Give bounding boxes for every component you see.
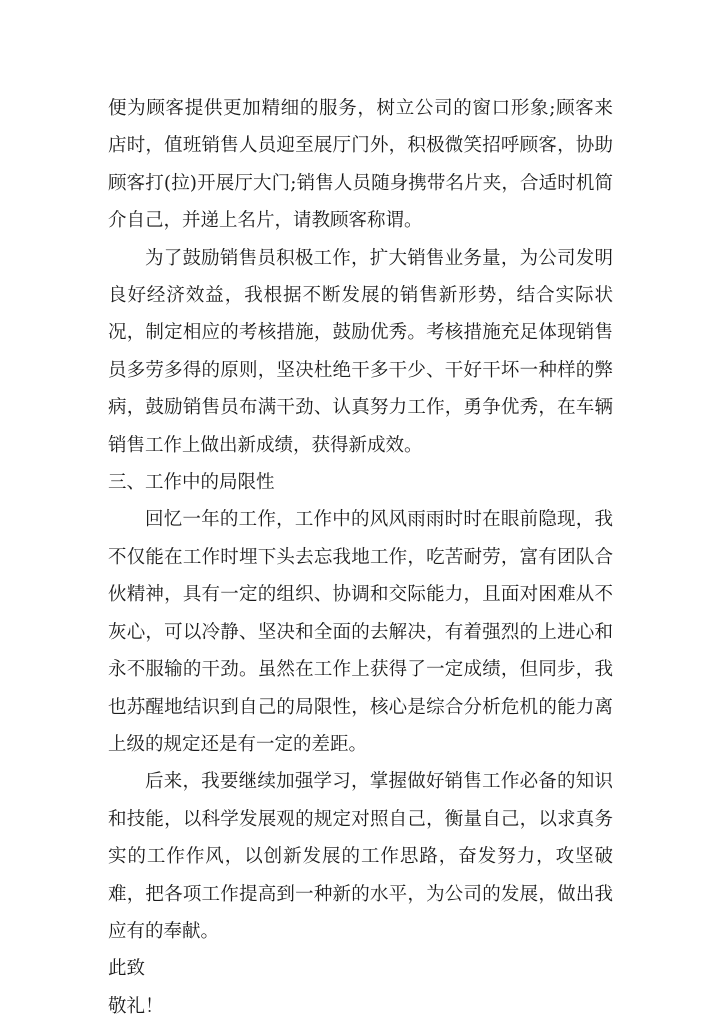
paragraph-future: 后来，我要继续加强学习，掌握做好销售工作必备的知识和技能，以科学发展观的规定对照自己，衡量自己，以求真务实的工作作风，以创新发展的工作思路，奋发努力，攻坚破难，把各项工作提高到一种新的水平，为公司的发展，做出我应有的奉献。 (108, 771, 613, 942)
paragraph-service: 便为顾客提供更加精细的服务，树立公司的窗口形象;顾客来店时，值班销售人员迎至展厅门外，积极微笑招呼顾客，协助顾客打(拉)开展厅大门;销售人员随身携带名片夹，合适时机简介自己，并递上名片，请教顾客称谓。 (108, 98, 613, 232)
document-body (108, 90, 613, 1025)
section-heading-limitations: 三、工作中的局限性 (108, 472, 275, 494)
closing-regards: 敬礼！ (108, 995, 164, 1017)
paragraph-review: 回忆一年的工作，工作中的风风雨雨时时在眼前隐现，我不仅能在工作时埋下头去忘我地工作，吃苦耐劳，富有团队合伙精神，具有一定的组织、协调和交际能力，且面对困难从不灰心，可以冷静、坚决和全面的去解决，有着强烈的上进心和永不服输的干劲。虽然在工作上获得了一定成绩，但同步，我也苏醒地结识到自己的局限性，核心是综合分析危机的能力离上级的规定还是有一定的差距。 (108, 509, 613, 755)
closing-salutation: 此致 (108, 958, 146, 980)
paragraph-incentive: 为了鼓励销售员积极工作，扩大销售业务量，为公司发明良好经济效益，我根据不断发展的销售新形势，结合实际状况，制定相应的考核措施，鼓励优秀。考核措施充足体现销售员多劳多得的原则，坚决杜绝干多干少、干好干坏一种样的弊病，鼓励销售员布满干劲、认真努力工作，勇争优秀，在车辆销售工作上做出新成绩，获得新成效。 (108, 247, 613, 456)
